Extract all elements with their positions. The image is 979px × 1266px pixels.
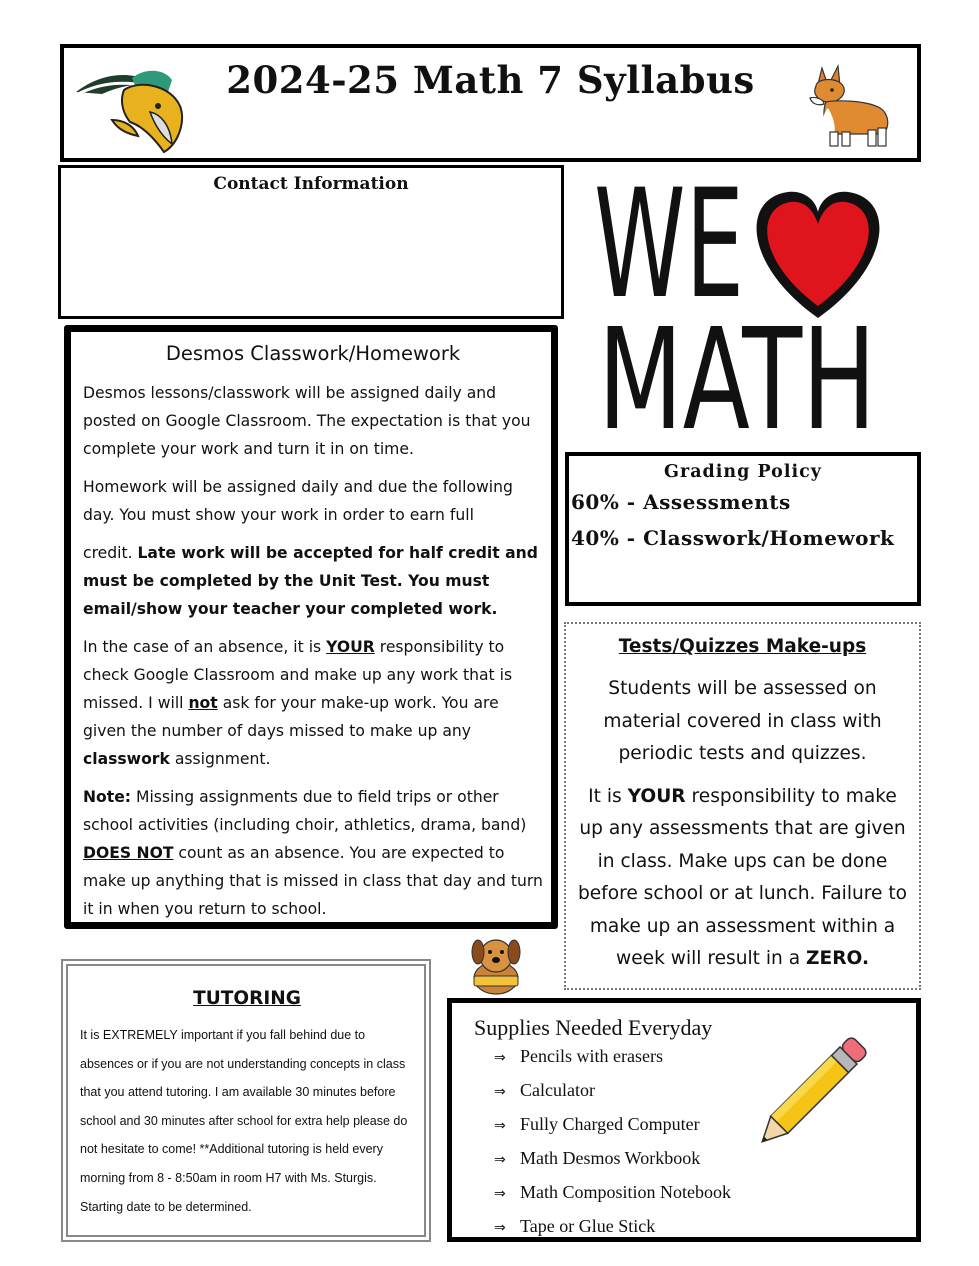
arrow-icon: ⇒: [494, 1152, 506, 1168]
we-love-math-banner: [592, 158, 892, 462]
contact-info-box: [58, 165, 564, 319]
page-title: 2024-25 Math 7 Syllabus: [226, 58, 755, 102]
corgi-illustration: [806, 60, 898, 152]
arrow-icon: ⇒: [494, 1118, 506, 1134]
desmos-paragraph-1: Desmos lessons/classwork will be assigned daily and posted on Google Classroom. The expectation is that you complete your work and turn it in on time.: [83, 384, 531, 458]
list-item: ⇒ Pencils with erasers: [494, 1043, 916, 1077]
tutoring-title: TUTORING: [193, 988, 301, 1009]
list-item: ⇒ Math Composition Notebook: [494, 1179, 916, 1213]
list-item: ⇒ Calculator: [494, 1077, 916, 1111]
list-item: ⇒ Math Desmos Workbook: [494, 1145, 916, 1179]
tutoring-body: It is EXTREMELY important if you fall behind due to absences or if you are not understanding concepts in class that you attend tutoring. I am available 30 minutes before school and 30 minutes after school for extra help please do not hesitate to come! **Additional tutoring is held every morning from 8 - 8:50am in room H7 with Ms. Sturgis. Starting date to be determined.: [80, 1028, 408, 1214]
list-item: ⇒ Tape or Glue Stick: [494, 1213, 916, 1247]
desmos-title: Desmos Classwork/Homework: [165, 342, 461, 365]
supplies-title: Supplies Needed Everyday: [474, 1015, 713, 1040]
tutoring-box: [61, 959, 431, 1242]
desmos-paragraph-5: Note: Missing assignments due to field trips or other school activities (including choir, athletics, drama, band) DOES NOT count as an absence. You are expected to make up anything that is missed in class that day and turn it in when you return to school.: [83, 788, 543, 918]
tests-title: Tests/Quizzes Make-ups: [618, 636, 867, 657]
desmos-paragraph-3: credit. Late work will be accepted for half credit and must be completed by the Unit Test. You must email/show your teacher your completed work.: [83, 544, 538, 618]
arrow-icon: ⇒: [494, 1186, 506, 1202]
arrow-icon: ⇒: [494, 1050, 506, 1066]
contact-title: Contact Information: [213, 174, 409, 194]
banner-word-we: WE: [594, 158, 744, 332]
tests-paragraph-2: It is YOUR responsibility to make up any assessments that are given in class. Make ups can be done before school or at lunch. Failure to make up an assessment within a week will result in a ZERO.: [577, 785, 908, 969]
grading-row-assessments: 60% - Assessments: [571, 490, 791, 514]
desmos-paragraph-2: Homework will be assigned daily and due the following day. You must show your work in order to earn full: [83, 478, 513, 524]
dog-illustration: [466, 932, 526, 998]
viking-logo: [72, 64, 192, 156]
arrow-icon: ⇒: [494, 1084, 506, 1100]
grading-title: Grading Policy: [664, 462, 822, 482]
grading-row-classwork: 40% - Classwork/Homework: [571, 526, 895, 550]
desmos-paragraph-4: In the case of an absence, it is YOUR responsibility to check Google Classroom and make up any work that is missed. I will not ask for your make-up work. You are given the number of days missed to make up any classwork assignment.: [83, 638, 513, 768]
banner-word-math: MATH: [598, 299, 876, 462]
tests-paragraph-1: Students will be assessed on material covered in class with periodic tests and quizzes.: [603, 678, 882, 764]
tests-makeups-box: [564, 622, 921, 990]
late-work-policy: Late work will be accepted for half credit and must be completed by the Unit Test. You must email/show your teacher your completed work.: [83, 544, 538, 618]
pencil-illustration: [746, 1018, 886, 1158]
grading-policy-box: [565, 452, 921, 606]
list-item: ⇒ Fully Charged Computer: [494, 1111, 916, 1145]
desmos-classwork-section: [64, 325, 558, 929]
arrow-icon: ⇒: [494, 1220, 506, 1236]
